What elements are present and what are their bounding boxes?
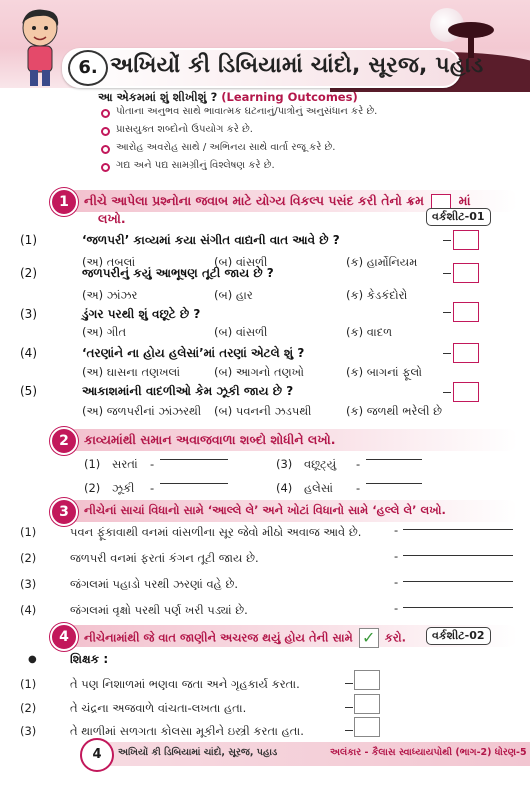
rhyme-word: હલેસાં [304, 481, 334, 495]
option-b: (બ) આગનો તણખો [214, 365, 304, 379]
section-4-instruction-after: કરો. [384, 630, 407, 645]
option-c: (ક) વાદળ [346, 325, 393, 339]
option-c: (ક) કેડકંદોરો [346, 288, 408, 302]
option-c: (ક) બાગનાં ફૂલો [346, 365, 423, 379]
section-2-instruction: કાવ્યમાંથી સમાન અવાજવાળા શબ્દો શોધીને લખો. [84, 432, 336, 447]
section-1-instruction-text: નીચે આપેલા પ્રશ્નોના જવાબ માટે યોગ્ય વિકલ્પ પસંદ કરી તેનો ક્રમ [84, 193, 424, 208]
rhyme-word: ઝૂકી [112, 481, 135, 495]
fact-text: તે પણ નિશાળમાં ભણવા જતા અને ગૃહકાર્ય કરતા. [70, 677, 300, 691]
answer-dash [345, 730, 353, 731]
statement-text: જંગલમાં પહાડો પરથી ઝરણાં વહે છે. [70, 577, 238, 591]
learning-outcome-item: પ્રાસયુક્ત શબ્દોનો ઉપયોગ કરે છે. [116, 124, 253, 135]
dash: - [356, 481, 361, 495]
check-box-item-3[interactable] [354, 717, 380, 737]
option-a: (અ) ગીત [82, 325, 127, 339]
answer-line[interactable] [366, 459, 422, 461]
dash: - [394, 575, 399, 589]
answer-line[interactable] [403, 555, 513, 557]
fact-text: તે થાળીમાં સળગતા કોલસા મૂકીને ઇસ્ત્રી કરતા હતા. [70, 724, 304, 738]
answer-dash [345, 707, 353, 708]
answer-box-q2[interactable] [453, 263, 479, 283]
option-b: (બ) વાંસળી [214, 255, 268, 269]
answer-dash [443, 273, 451, 274]
check-box-item-2[interactable] [354, 694, 380, 714]
rhyme-word: વછૂટ્યું [304, 457, 337, 471]
item-number: (3) [276, 457, 293, 471]
bullet-icon: ● [28, 654, 37, 665]
section-4-number: 4 [50, 623, 78, 651]
answer-dash [443, 312, 451, 313]
learning-outcomes-heading [98, 90, 358, 105]
bullet-icon [101, 145, 110, 154]
option-b: (બ) વાંસળી [214, 325, 268, 339]
dash: - [394, 549, 399, 563]
rhyme-word: સરતાં [112, 457, 138, 471]
section-3-number: 3 [50, 498, 78, 526]
worksheet-badge-01: વર્કશીટ-01 [426, 208, 491, 226]
question-number: (3) [20, 307, 37, 321]
item-number: (3) [20, 724, 37, 738]
dash: - [394, 601, 399, 615]
answer-box-q3[interactable] [453, 302, 479, 322]
statement-text: જંગલમાં વૃક્ષો પરથી પર્ણ ખરી પડ્યાં છે. [70, 603, 248, 617]
bullet-icon [101, 163, 110, 172]
question-text: ‘તરણાંને ના હોય હલેસાં’માં તરણાં એટલે શું ? [82, 346, 305, 360]
option-b: (બ) પવનની ઝડપથી [214, 404, 312, 418]
dash: - [356, 457, 361, 471]
answer-dash [345, 683, 353, 684]
question-number: (4) [20, 346, 37, 360]
item-number: (1) [20, 677, 37, 691]
section-1-instruction-line2: લખો. [98, 211, 126, 226]
learning-outcomes-heading-en: (Learning Outcomes) [221, 90, 358, 104]
section-4-instruction-before: નીચેનામાંથી જે વાત જાણીને અચરજ થયું હોય તેની સામે [84, 630, 353, 645]
statement-text: પવન ફૂંકાવાથી વનમાં વાંસળીના સૂર જેવો મીઠો અવાજ આવે છે. [70, 525, 362, 539]
chapter-number: 6. [68, 50, 108, 86]
question-text: જળપરીનું કયું આભૂષણ તૂટી જાય છે ? [82, 266, 274, 280]
option-a: (અ) તબલાં [82, 255, 136, 269]
question-text: આકાશમાંની વાદળીઓ કેમ ઝૂકી જાય છે ? [82, 384, 294, 398]
item-number: (2) [84, 481, 101, 495]
answer-line[interactable] [160, 483, 228, 485]
item-number: (3) [20, 577, 37, 591]
worksheet-badge-02: વર્કશીટ-02 [426, 627, 491, 645]
page-number: 4 [80, 738, 114, 772]
answer-line[interactable] [403, 607, 513, 609]
footer-book-title: અલંકાર - કૈલાસ સ્વાધ્યાયપોથી (ભાગ-2) ધોરણ-5 [330, 747, 527, 758]
item-number: (1) [84, 457, 101, 471]
question-number: (2) [20, 266, 37, 280]
answer-dash [443, 353, 451, 354]
question-text: ડુંગર પરથી શું વછૂટે છે ? [82, 307, 201, 321]
answer-line[interactable] [160, 459, 228, 461]
answer-line[interactable] [403, 529, 513, 531]
question-number: (1) [20, 233, 37, 247]
answer-line[interactable] [366, 483, 422, 485]
question-number: (5) [20, 384, 37, 398]
answer-dash [443, 392, 451, 393]
dash: - [150, 457, 155, 471]
dash: - [394, 523, 399, 537]
bullet-icon [101, 109, 110, 118]
option-c: (ક) હાર્મોનિયમ [346, 255, 418, 269]
answer-box-q5[interactable] [453, 382, 479, 402]
item-number: (4) [20, 603, 37, 617]
item-number: (2) [20, 551, 37, 565]
option-c: (ક) જળથી ભરેલી છે [346, 404, 443, 418]
footer-chapter-title: અખિયોં કી ડિબિયામાં ચાંદો, સૂરજ, પહાડ [118, 747, 278, 758]
answer-box-q1[interactable] [453, 230, 479, 250]
fact-text: તે ચંદ્રના અજવાળે વાંચતા-લખતા હતા. [70, 701, 247, 715]
item-number: (1) [20, 525, 37, 539]
section-2-number: 2 [50, 427, 78, 455]
item-number: (2) [20, 701, 37, 715]
option-a: (અ) જળપરીનાં ઝાંઝરથી [82, 404, 202, 418]
section-1-instruction-suffix: માં [458, 193, 471, 208]
learning-outcome-item: આરોહ અવરોહ સાથે / અભિનય સાથે વાર્તા રજૂ કરે છે. [116, 142, 336, 153]
option-a: (અ) ઝાંઝર [82, 288, 138, 302]
section-3-instruction: નીચેનાં સાચાં વિધાનો સામે ‘આલ્લે લે’ અને ખોટાં વિધાનો સામે ‘હલ્લે લે’ લખો. [84, 503, 446, 517]
bullet-icon [101, 127, 110, 136]
chapter-title: અખિયોં કી ડિબિયામાં ચાંદો, સૂરજ, પહાડ [110, 53, 484, 78]
boy-illustration [12, 6, 68, 90]
dash: - [150, 481, 155, 495]
check-icon: ✓ [359, 628, 379, 648]
answer-box-q4[interactable] [453, 343, 479, 363]
section-1-number: 1 [50, 188, 78, 216]
learning-outcome-item: ગદ્ય અને પદ્ય સામગ્રીનું વિશ્લેષણ કરે છે. [116, 160, 275, 171]
section-1-instruction [84, 193, 471, 210]
check-box-item-1[interactable] [354, 670, 380, 690]
answer-dash [443, 240, 451, 241]
subheading-teacher: શિક્ષક : [70, 652, 109, 666]
answer-line[interactable] [403, 581, 513, 583]
learning-outcome-item: પોતાના અનુભવ સાથે ભાવાત્મક ઘટનાનું/પાત્રોનું અનુસંધાન કરે છે. [116, 106, 378, 117]
statement-text: જળપરી વનમાં ફરતાં કંગન તૂટી જાય છે. [70, 551, 259, 565]
item-number: (4) [276, 481, 293, 495]
learning-outcomes-heading-gu: આ એકમમાં શું શીખીશું ? [98, 90, 218, 104]
option-a: (અ) ઘાસના તણખલાં [82, 365, 181, 379]
question-text: ‘જળપરી’ કાવ્યમાં કયા સંગીત વાદ્યની વાત આવે છે ? [82, 233, 340, 247]
option-b: (બ) હાર [214, 288, 253, 302]
section-4-instruction [84, 628, 406, 648]
